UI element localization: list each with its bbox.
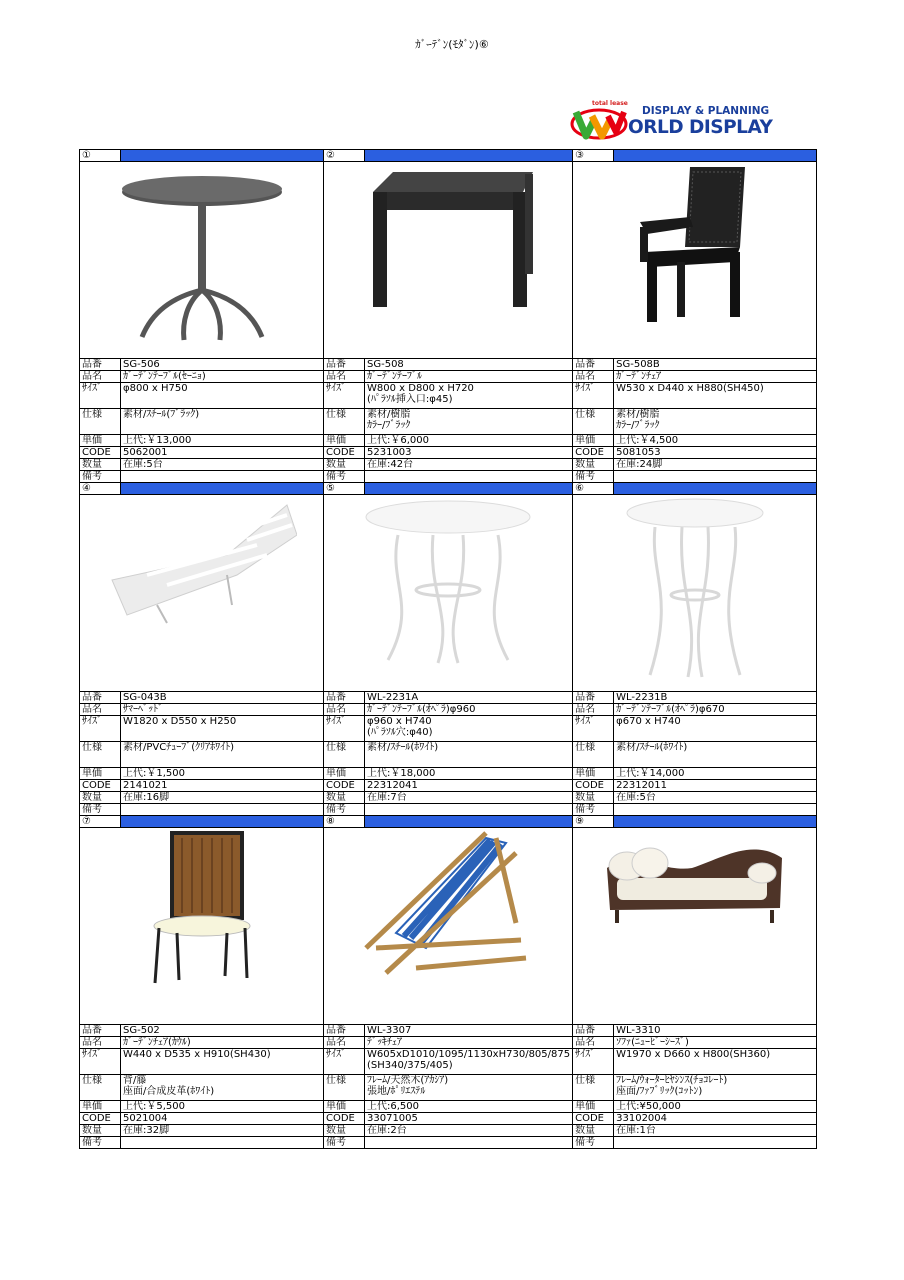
item-spec-line: 素材/ｽﾁｰﾙ(ﾎﾜｲﾄ) xyxy=(367,742,439,753)
label-code-no: 品番 xyxy=(573,1025,614,1037)
label-spec: 仕様 xyxy=(80,409,121,435)
item-spec xyxy=(365,409,573,435)
label-name: 品名 xyxy=(80,371,121,383)
label-qty: 数量 xyxy=(573,1125,614,1137)
item-size xyxy=(121,1049,324,1075)
label-code: CODE xyxy=(80,780,121,792)
label-qty: 数量 xyxy=(80,792,121,804)
item-note xyxy=(365,1137,573,1149)
label-spec: 仕様 xyxy=(573,742,614,768)
item-spec-line: ﾌﾚｰﾑ/ｳｫｰﾀｰﾋﾔｼﾝｽ(ﾁｮｺﾚｰﾄ) xyxy=(616,1075,728,1086)
item-spec-line: 素材/ｽﾁｰﾙ(ﾌﾞﾗｯｸ) xyxy=(123,409,200,420)
label-note: 備考 xyxy=(80,471,121,483)
item-size-line: φ670 x H740 xyxy=(616,716,681,727)
item-code: 2141021 xyxy=(121,780,324,792)
item-number: ⑤ xyxy=(324,483,365,495)
item-spec-line: 座面/ﾌｧﾌﾞﾘｯｸ(ｺｯﾄﾝ) xyxy=(616,1086,703,1097)
label-spec: 仕様 xyxy=(573,409,614,435)
label-qty: 数量 xyxy=(324,792,365,804)
item-number: ④ xyxy=(80,483,121,495)
item-code-no: WL-3310 xyxy=(614,1025,817,1037)
white-round-table-icon xyxy=(326,495,570,665)
label-name: 品名 xyxy=(573,371,614,383)
item-header-row xyxy=(80,816,817,828)
item-size-line: (SH340/375/405) xyxy=(367,1060,453,1071)
item-price: 上代:￥13,000 xyxy=(121,435,324,447)
item-spec-line: 素材/樹脂 xyxy=(616,409,660,420)
item-size xyxy=(121,716,324,742)
label-size: ｻｲｽﾞ xyxy=(573,383,614,409)
item-image-row xyxy=(80,828,817,1025)
item-spec xyxy=(614,1075,817,1101)
label-price: 単価 xyxy=(80,1101,121,1113)
item-spec-line: 素材/PVCﾁｭｰﾌﾞ(ｸﾘｱﾎﾜｲﾄ) xyxy=(123,742,235,753)
label-spec: 仕様 xyxy=(324,742,365,768)
item-qty-row xyxy=(80,1125,817,1137)
label-price: 単価 xyxy=(573,768,614,780)
label-note: 備考 xyxy=(324,471,365,483)
item-qty: 在庫:2台 xyxy=(365,1125,573,1137)
product-catalog-table xyxy=(79,149,817,1149)
label-code-no: 品番 xyxy=(324,359,365,371)
label-size: ｻｲｽﾞ xyxy=(80,1049,121,1075)
logo-subtext: total lease xyxy=(592,100,628,107)
item-code-no: SG-508 xyxy=(365,359,573,371)
product-image xyxy=(80,495,324,692)
label-price: 単価 xyxy=(324,435,365,447)
item-code: 22312041 xyxy=(365,780,573,792)
item-note xyxy=(614,1137,817,1149)
product-image xyxy=(324,495,573,692)
item-size-line: W1970 x D660 x H800(SH360) xyxy=(616,1049,771,1060)
label-qty: 数量 xyxy=(80,1125,121,1137)
product-image xyxy=(324,162,573,359)
label-name: 品名 xyxy=(324,704,365,716)
item-spec-row xyxy=(80,742,817,768)
item-size xyxy=(614,383,817,409)
item-price: 上代:￥18,000 xyxy=(365,768,573,780)
item-number: ③ xyxy=(573,150,614,162)
label-qty: 数量 xyxy=(324,1125,365,1137)
item-code: 5021004 xyxy=(121,1113,324,1125)
label-code: CODE xyxy=(324,447,365,459)
product-image xyxy=(80,828,324,1025)
item-name: ｶﾞｰﾃﾞﾝﾁｪｱ(ｶｳﾙ) xyxy=(121,1037,324,1049)
daybed-sofa-icon xyxy=(575,828,814,928)
item-price: 上代:￥1,500 xyxy=(121,768,324,780)
item-code-row xyxy=(80,447,817,459)
item-size-line: φ800 x H750 xyxy=(123,383,188,394)
item-qty: 在庫:24脚 xyxy=(614,459,817,471)
item-name: ﾃﾞｯｷﾁｪｱ xyxy=(365,1037,573,1049)
item-spec-row xyxy=(80,1075,817,1101)
label-note: 備考 xyxy=(573,804,614,816)
item-qty: 在庫:7台 xyxy=(365,792,573,804)
item-note xyxy=(614,471,817,483)
item-note xyxy=(121,804,324,816)
label-size: ｻｲｽﾞ xyxy=(80,383,121,409)
label-price: 単価 xyxy=(573,1101,614,1113)
item-note xyxy=(121,471,324,483)
item-name: ｻﾏｰﾍﾞｯﾄﾞ xyxy=(121,704,324,716)
label-note: 備考 xyxy=(80,1137,121,1149)
label-note: 備考 xyxy=(573,1137,614,1149)
item-header-bar xyxy=(365,483,573,495)
item-spec xyxy=(121,409,324,435)
label-spec: 仕様 xyxy=(80,742,121,768)
label-code-no: 品番 xyxy=(324,692,365,704)
item-number: ⑦ xyxy=(80,816,121,828)
label-code: CODE xyxy=(324,1113,365,1125)
label-code-no: 品番 xyxy=(80,1025,121,1037)
label-code-no: 品番 xyxy=(324,1025,365,1037)
item-code: 5081053 xyxy=(614,447,817,459)
item-size-line: W530 x D440 x H880(SH450) xyxy=(616,383,764,394)
item-size-line: (ﾊﾟﾗｿﾙ挿入口:φ45) xyxy=(367,394,453,405)
item-spec xyxy=(614,742,817,768)
item-price: 上代:￥4,500 xyxy=(614,435,817,447)
item-size xyxy=(121,383,324,409)
item-name: ｶﾞｰﾃﾞﾝﾃｰﾌﾞﾙ(ｵﾍﾟﾗ)φ670 xyxy=(614,704,817,716)
label-name: 品名 xyxy=(80,704,121,716)
item-note xyxy=(365,804,573,816)
label-spec: 仕様 xyxy=(80,1075,121,1101)
item-size xyxy=(365,716,573,742)
product-image xyxy=(573,162,817,359)
item-spec-line: ｶﾗｰ/ﾌﾞﾗｯｸ xyxy=(616,420,660,431)
label-price: 単価 xyxy=(573,435,614,447)
item-note xyxy=(365,471,573,483)
item-qty: 在庫:5台 xyxy=(614,792,817,804)
item-code: 33102004 xyxy=(614,1113,817,1125)
item-number: ② xyxy=(324,150,365,162)
item-size-line: (ﾊﾟﾗｿﾙ穴:φ40) xyxy=(367,727,433,738)
label-size: ｻｲｽﾞ xyxy=(324,383,365,409)
label-size: ｻｲｽﾞ xyxy=(80,716,121,742)
item-header-bar xyxy=(121,816,324,828)
item-spec xyxy=(365,742,573,768)
item-name-row xyxy=(80,1037,817,1049)
item-code-no: SG-506 xyxy=(121,359,324,371)
label-size: ｻｲｽﾞ xyxy=(573,716,614,742)
item-spec-line: 素材/ｽﾁｰﾙ(ﾎﾜｲﾄ) xyxy=(616,742,688,753)
item-code: 22312011 xyxy=(614,780,817,792)
item-header-bar xyxy=(365,150,573,162)
item-price: 上代:￥5,500 xyxy=(121,1101,324,1113)
logo-w-mark-icon xyxy=(570,106,628,140)
square-resin-table-icon xyxy=(326,162,570,312)
product-image xyxy=(324,828,573,1025)
item-code-no: SG-502 xyxy=(121,1025,324,1037)
label-name: 品名 xyxy=(324,1037,365,1049)
item-number: ⑨ xyxy=(573,816,614,828)
item-qty: 在庫:5台 xyxy=(121,459,324,471)
item-qty-row xyxy=(80,792,817,804)
label-size: ｻｲｽﾞ xyxy=(324,716,365,742)
white-small-table-icon xyxy=(575,495,814,680)
item-name: ｶﾞｰﾃﾞﾝﾃｰﾌﾞﾙ(ｾｰﾆｮ) xyxy=(121,371,324,383)
label-qty: 数量 xyxy=(80,459,121,471)
item-price: 上代:6,500 xyxy=(365,1101,573,1113)
item-spec xyxy=(614,409,817,435)
item-code-no: WL-3307 xyxy=(365,1025,573,1037)
sun-lounger-icon xyxy=(82,495,321,625)
item-code-no-row xyxy=(80,692,817,704)
label-code-no: 品番 xyxy=(80,692,121,704)
rattan-chair-icon xyxy=(82,828,321,988)
label-code: CODE xyxy=(80,447,121,459)
item-header-bar xyxy=(121,483,324,495)
item-size-row xyxy=(80,383,817,409)
item-size-row xyxy=(80,716,817,742)
item-spec xyxy=(121,742,324,768)
item-code: 5062001 xyxy=(121,447,324,459)
item-code-no-row xyxy=(80,1025,817,1037)
label-name: 品名 xyxy=(80,1037,121,1049)
label-qty: 数量 xyxy=(573,792,614,804)
item-price-row xyxy=(80,768,817,780)
label-spec: 仕様 xyxy=(324,409,365,435)
label-spec: 仕様 xyxy=(324,1075,365,1101)
item-name: ｶﾞｰﾃﾞﾝﾃｰﾌﾞﾙ xyxy=(365,371,573,383)
label-price: 単価 xyxy=(80,768,121,780)
label-price: 単価 xyxy=(324,1101,365,1113)
item-code-no: WL-2231A xyxy=(365,692,573,704)
label-code-no: 品番 xyxy=(573,692,614,704)
item-price: 上代:￥6,000 xyxy=(365,435,573,447)
item-header-bar xyxy=(365,816,573,828)
item-header-row xyxy=(80,483,817,495)
item-size xyxy=(614,1049,817,1075)
item-size-line: W1820 x D550 x H250 xyxy=(123,716,237,727)
item-code-row xyxy=(80,780,817,792)
item-code-no: WL-2231B xyxy=(614,692,817,704)
item-size-line: W440 x D535 x H910(SH430) xyxy=(123,1049,271,1060)
label-price: 単価 xyxy=(324,768,365,780)
item-price-row xyxy=(80,435,817,447)
label-price: 単価 xyxy=(80,435,121,447)
item-note xyxy=(614,804,817,816)
item-spec-line: ｶﾗｰ/ﾌﾞﾗｯｸ xyxy=(367,420,411,431)
item-image-row xyxy=(80,495,817,692)
item-number: ⑧ xyxy=(324,816,365,828)
label-note: 備考 xyxy=(324,804,365,816)
item-spec-line: ﾌﾚｰﾑ/天然木(ｱｶｼｱ) xyxy=(367,1075,449,1086)
item-header-bar xyxy=(121,150,324,162)
item-number: ⑥ xyxy=(573,483,614,495)
item-header-row xyxy=(80,150,817,162)
item-note-row xyxy=(80,471,817,483)
label-code: CODE xyxy=(324,780,365,792)
label-spec: 仕様 xyxy=(573,1075,614,1101)
item-name-row xyxy=(80,704,817,716)
label-qty: 数量 xyxy=(324,459,365,471)
round-metal-table-icon xyxy=(82,162,321,352)
item-code: 5231003 xyxy=(365,447,573,459)
item-code-no-row xyxy=(80,359,817,371)
label-code: CODE xyxy=(573,1113,614,1125)
item-size xyxy=(365,1049,573,1075)
item-size xyxy=(614,716,817,742)
label-code: CODE xyxy=(80,1113,121,1125)
item-size-line: φ960 x H740 xyxy=(367,716,432,727)
item-qty: 在庫:32脚 xyxy=(121,1125,324,1137)
item-size-row xyxy=(80,1049,817,1075)
label-code-no: 品番 xyxy=(573,359,614,371)
item-spec-row xyxy=(80,409,817,435)
deck-chair-icon xyxy=(326,828,570,978)
item-code-no: SG-508B xyxy=(614,359,817,371)
item-size-line: W605xD1010/1095/1130xH730/805/875 xyxy=(367,1049,571,1060)
item-size xyxy=(365,383,573,409)
item-qty: 在庫:1台 xyxy=(614,1125,817,1137)
item-price-row xyxy=(80,1101,817,1113)
product-image xyxy=(573,495,817,692)
company-logo xyxy=(570,100,810,142)
item-spec-line: 背/籐 xyxy=(123,1075,147,1086)
item-qty: 在庫:42台 xyxy=(365,459,573,471)
item-header-bar xyxy=(614,816,817,828)
item-name: ｶﾞｰﾃﾞﾝﾁｪｱ xyxy=(614,371,817,383)
label-code: CODE xyxy=(573,447,614,459)
item-number: ① xyxy=(80,150,121,162)
item-note-row xyxy=(80,1137,817,1149)
resin-armchair-icon xyxy=(575,162,814,332)
item-image-row xyxy=(80,162,817,359)
item-name: ｿﾌｧ(ﾆｭｰﾋﾞｰｼｰｽﾞ) xyxy=(614,1037,817,1049)
item-note xyxy=(121,1137,324,1149)
page-title: ｶﾞｰﾃﾞﾝ(ﾓﾀﾞﾝ)⑥ xyxy=(415,38,489,51)
label-name: 品名 xyxy=(573,1037,614,1049)
label-qty: 数量 xyxy=(573,459,614,471)
logo-tagline: DISPLAY & PLANNING xyxy=(642,105,770,117)
logo-brand-name: ORLD DISPLAY xyxy=(628,117,773,138)
item-spec-line: 素材/樹脂 xyxy=(367,409,411,420)
item-price: 上代:￥14,000 xyxy=(614,768,817,780)
item-name: ｶﾞｰﾃﾞﾝﾃｰﾌﾞﾙ(ｵﾍﾟﾗ)φ960 xyxy=(365,704,573,716)
item-spec-line: 座面/合成皮革(ﾎﾜｲﾄ) xyxy=(123,1086,215,1097)
item-qty-row xyxy=(80,459,817,471)
item-spec xyxy=(121,1075,324,1101)
item-header-bar xyxy=(614,483,817,495)
item-name-row xyxy=(80,371,817,383)
product-image xyxy=(80,162,324,359)
item-qty: 在庫:16脚 xyxy=(121,792,324,804)
item-note-row xyxy=(80,804,817,816)
label-size: ｻｲｽﾞ xyxy=(324,1049,365,1075)
label-code-no: 品番 xyxy=(80,359,121,371)
item-code: 33071005 xyxy=(365,1113,573,1125)
label-note: 備考 xyxy=(573,471,614,483)
item-code-no: SG-043B xyxy=(121,692,324,704)
label-note: 備考 xyxy=(80,804,121,816)
item-header-bar xyxy=(614,150,817,162)
label-size: ｻｲｽﾞ xyxy=(573,1049,614,1075)
product-image xyxy=(573,828,817,1025)
item-code-row xyxy=(80,1113,817,1125)
item-price: 上代:¥50,000 xyxy=(614,1101,817,1113)
label-code: CODE xyxy=(573,780,614,792)
label-name: 品名 xyxy=(573,704,614,716)
item-spec-line: 張地/ﾎﾟﾘｴｽﾃﾙ xyxy=(367,1086,426,1097)
label-note: 備考 xyxy=(324,1137,365,1149)
item-size-line: W800 x D800 x H720 xyxy=(367,383,474,394)
label-name: 品名 xyxy=(324,371,365,383)
item-spec xyxy=(365,1075,573,1101)
